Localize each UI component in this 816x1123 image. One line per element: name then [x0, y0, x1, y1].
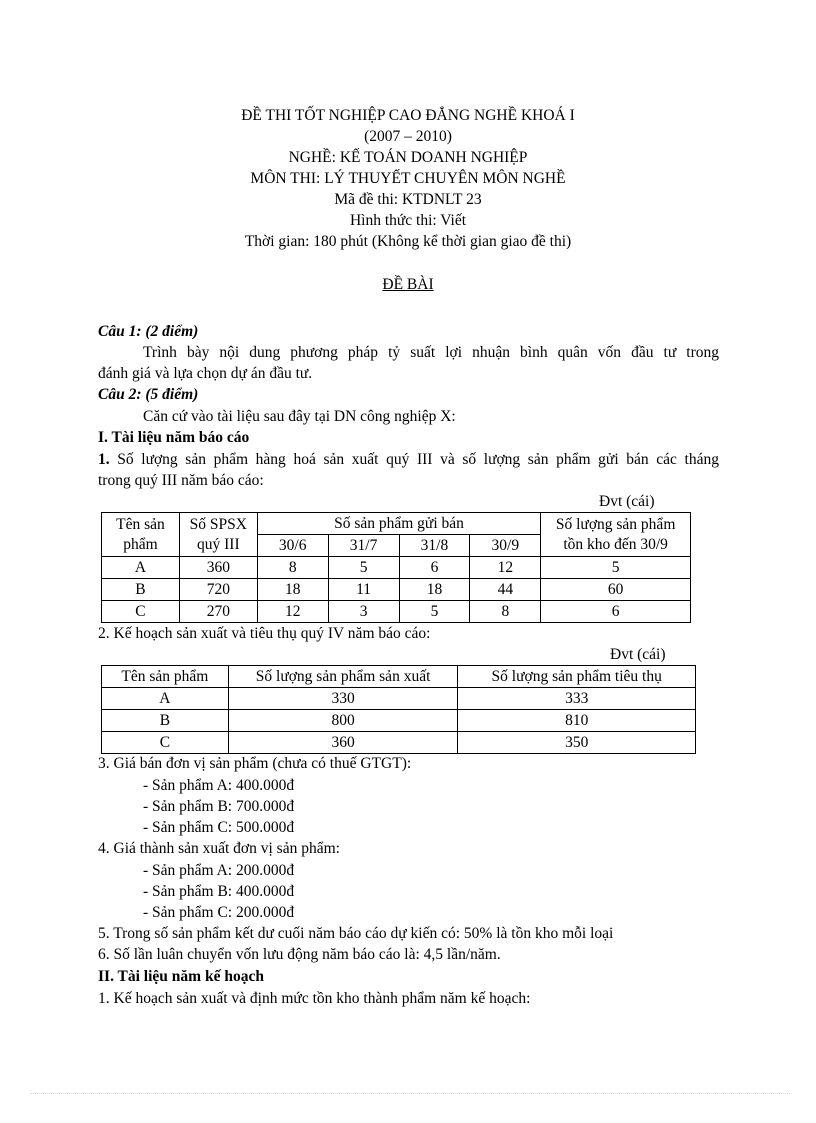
exam-subject: MÔN THI: LÝ THUYẾT CHUYÊN MÔN NGHỀ [250, 170, 566, 187]
exam-form: Hình thức thi: Viết [349, 212, 467, 229]
table-2-cell: 350 [458, 732, 696, 754]
section-1-item3: 3. Giá bán đơn vị sản phẩm (chưa có thuế GTGT): [98, 755, 412, 772]
table-1-cell: 6 [399, 557, 470, 579]
table-2-cell: 800 [228, 710, 458, 732]
section-2-item1: 1. Kế hoạch sản xuất và định mức tồn kho thành phẩm năm kế hoạch: [98, 990, 531, 1007]
table-1-header-spsx-line1: Số SPSX [189, 515, 247, 533]
section-1-heading: I. Tài liệu năm báo cáo [98, 429, 250, 446]
table-2-cell: 360 [228, 732, 458, 754]
table-2-cell: A [102, 688, 229, 710]
exam-heading-wrap [0, 274, 816, 296]
table-1-cell: 5 [328, 557, 399, 579]
table-1-cell: 60 [541, 579, 691, 601]
exam-duration: Thời gian: 180 phút (Không kể thời gian giao đề thi) [244, 233, 572, 250]
exam-profession: NGHỀ: KẾ TOÁN DOANH NGHIỆP [288, 149, 528, 166]
table-1-cell: B [102, 579, 180, 601]
table-1-cell: 3 [328, 601, 399, 623]
table-1-cell: 8 [257, 557, 328, 579]
table-1-cell: 11 [328, 579, 399, 601]
table-1-cell: 12 [257, 601, 328, 623]
table-row [102, 557, 691, 579]
list-item: - Sản phẩm B: 700.000đ [143, 798, 295, 815]
table-1-cell: 8 [470, 601, 541, 623]
plan-table-q4 [101, 665, 696, 754]
table-1-header-inventory-line1: Số lượng sản phẩm [555, 515, 676, 533]
exam-heading: ĐỀ BÀI [382, 276, 434, 293]
product-table-q3 [101, 512, 691, 623]
question-1-text-line1: Trình bày nội dung phương pháp tỷ suất lợi nhuận bình quân vốn đầu tư trong [143, 344, 719, 361]
question-1-text-line2: đánh giá và lựa chọn dự án đầu tư. [98, 365, 313, 382]
table-1-cell: 18 [399, 579, 470, 601]
list-item: - Sản phẩm C: 500.000đ [143, 819, 295, 836]
list-item: - Sản phẩm B: 400.000đ [143, 883, 295, 900]
table-1-unit: Đvt (cái) [599, 493, 655, 510]
table-2-cell: 330 [228, 688, 458, 710]
table-2-header-product: Tên sản phẩm [102, 666, 229, 688]
section-1-item1-text: Số lượng sản phẩm hàng hoá sản xuất quý III và số lượng sản phẩm gửi bán các tháng [117, 451, 719, 468]
table-1-cell: C [102, 601, 180, 623]
table-1-cell: 12 [470, 557, 541, 579]
table-1-date: 30/6 [257, 535, 328, 557]
list-item: - Sản phẩm A: 400.000đ [143, 777, 295, 794]
table-2-cell: C [102, 732, 229, 754]
exam-years: (2007 – 2010) [364, 128, 452, 145]
section-1-item1-number: 1. [98, 451, 110, 468]
table-1-header-product [102, 513, 180, 557]
exam-title-line: ĐỀ THI TỐT NGHIỆP CAO ĐẲNG NGHỀ KHOÁ I [241, 107, 575, 124]
section-1-item6: 6. Số lần luân chuyển vốn lưu động năm báo cáo là: 4,5 lần/năm. [98, 946, 501, 963]
table-1-header-product-line2: phẩm [123, 535, 158, 553]
table-1-cell: 720 [179, 579, 257, 601]
table-1-cell: 6 [541, 601, 691, 623]
table-1-cell: 360 [179, 557, 257, 579]
exam-code: Mã đề thi: KTDNLT 23 [334, 191, 482, 208]
section-1-item2: 2. Kế hoạch sản xuất và tiêu thụ quý IV năm báo cáo: [98, 625, 431, 642]
table-2-unit: Đvt (cái) [610, 646, 666, 663]
section-1-item4: 4. Giá thành sản xuất đơn vị sản phẩm: [98, 840, 340, 857]
table-row [102, 710, 696, 732]
table-2-cell: 333 [458, 688, 696, 710]
section-2-heading: II. Tài liệu năm kế hoạch [98, 968, 264, 985]
question-1-heading: Câu 1: (2 điểm) [98, 323, 199, 340]
table-1-header-inventory [541, 513, 691, 557]
table-1-header-spsx [179, 513, 257, 557]
table-2-header-sales: Số lượng sản phẩm tiêu thụ [458, 666, 696, 688]
table-1-cell: A [102, 557, 180, 579]
question-2-intro: Căn cứ vào tài liệu sau đây tại DN công nghiệp X: [143, 408, 456, 425]
table-2-header-production: Số lượng sản phẩm sản xuất [228, 666, 458, 688]
section-1-item1-line1 [98, 449, 719, 470]
table-1-date: 30/9 [470, 535, 541, 557]
table-row [102, 601, 691, 623]
table-2-cell: 810 [458, 710, 696, 732]
table-1-cell: 18 [257, 579, 328, 601]
table-1-header-product-line1: Tên sản [116, 515, 165, 533]
table-1-header-inventory-line2: tồn kho đến 30/9 [563, 535, 668, 553]
table-1-cell: 270 [179, 601, 257, 623]
list-item: - Sản phẩm C: 200.000đ [143, 904, 295, 921]
table-row [102, 688, 696, 710]
table-1-cell: 44 [470, 579, 541, 601]
page-bottom-divider [30, 1093, 790, 1094]
table-row [102, 579, 691, 601]
table-2-cell: B [102, 710, 229, 732]
section-1-item5: 5. Trong số sản phẩm kết dư cuối năm báo cáo dự kiến có: 50% là tồn kho mỗi loại [98, 925, 614, 942]
table-1-cell: 5 [541, 557, 691, 579]
section-1-item1-line2: trong quý III năm báo cáo: [98, 472, 264, 489]
table-1-header-spsx-line2: quý III [197, 535, 240, 553]
question-2-heading: Câu 2: (5 điểm) [98, 386, 199, 403]
list-item: - Sản phẩm A: 200.000đ [143, 862, 295, 879]
table-1-cell: 5 [399, 601, 470, 623]
table-row [102, 732, 696, 754]
table-1-date: 31/7 [328, 535, 399, 557]
table-1-header-sent: Số sản phẩm gửi bán [257, 513, 541, 535]
table-1-date: 31/8 [399, 535, 470, 557]
